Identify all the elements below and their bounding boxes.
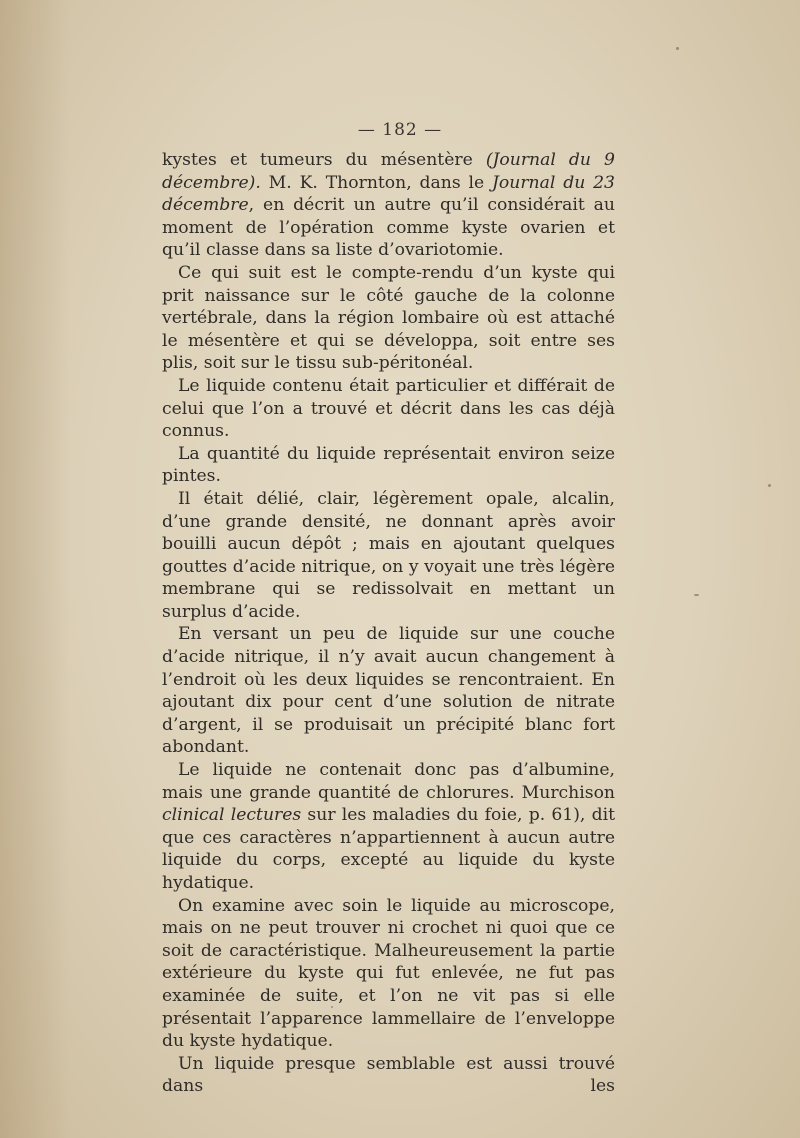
text-run: M. K. Thornton, dans le <box>260 172 493 193</box>
text-run: , en décrit un autre qu’il considérait au moment de l’opération comme kyste ovarien et qu’il classe dans sa liste d’ovariotomie. <box>162 195 615 261</box>
page-shadow-edge <box>0 0 70 1138</box>
text-run: La quantité du liquide représentait environ seize pintes. <box>162 443 615 487</box>
paragraph <box>162 623 615 759</box>
italic-text: (Journal du 9 décembre). <box>162 150 615 193</box>
italic-text: Journal du 23 décembre <box>162 172 615 216</box>
paragraph <box>162 488 615 624</box>
paragraph <box>162 895 615 1053</box>
paragraph <box>162 375 615 443</box>
paper-speck <box>676 47 679 50</box>
paragraph <box>162 149 615 262</box>
body-text <box>162 149 615 1098</box>
text-run: Le liquide ne contenait donc pas d’albumine, mais une grande quantité de chlorures. Murchison <box>162 760 615 803</box>
text-run: sur les maladies du foie, p. 61), dit que ces caractères n’appartiennent à aucun autre liquide du corps, excepté au liquide du kyste hydatique. <box>162 805 615 893</box>
paragraph <box>162 759 615 895</box>
text-run: Un liquide presque semblable est aussi trouvé dans les <box>162 1053 615 1097</box>
paragraph <box>162 443 615 488</box>
italic-text: clinical lectures <box>162 805 302 826</box>
text-run: Il était délié, clair, légèrement opale, alcalin, d’une grande densité, ne donnant après avoir bouilli aucun dépôt ; mais en ajoutant quelques gouttes d’acide nitrique, on y voyait une très légère membrane qui se redissolvait en mettant un surplus d’acide. <box>162 488 615 622</box>
paragraph <box>162 262 615 375</box>
text-run: On examine avec soin le liquide au microscope, mais on ne peut trouver ni crochet ni quoi que ce soit de caractéristique. Malheureusement la partie extérieure du kyste qui fut enlevée, ne fut pas examinée de suite, et l’on ne vit pas si elle présentait l’apparence lammellaire de l’enveloppe du kyste hydatique. <box>162 895 615 1052</box>
paragraph <box>162 1053 615 1098</box>
text-run: Le liquide contenu était particulier et différait de celui que l’on a trouvé et décrit dans les cas déjà connus. <box>162 375 615 442</box>
paper-speck <box>694 594 699 596</box>
text-run: Ce qui suit est le compte-rendu d’un kyste qui prit naissance sur le côté gauche de la colonne vertébrale, dans la région lombaire où est attaché le mésentère et qui se développa, soit entre ses plis, soit sur le tissu sub-péritonéal. <box>162 262 615 374</box>
paper-speck <box>768 484 771 487</box>
paper-speck <box>331 1006 333 1008</box>
page-number: — 182 — <box>357 120 443 140</box>
text-run: En versant un peu de liquide sur une couche d’acide nitrique, il n’y avait aucun changement à l’endroit où les deux liquides se rencontraient. En ajoutant dix pour cent d’une solution de nitrate d’argent, il se produisait un précipité blanc fort abondant. <box>162 624 615 758</box>
text-run: kystes et tumeurs du mésentère <box>162 150 486 170</box>
